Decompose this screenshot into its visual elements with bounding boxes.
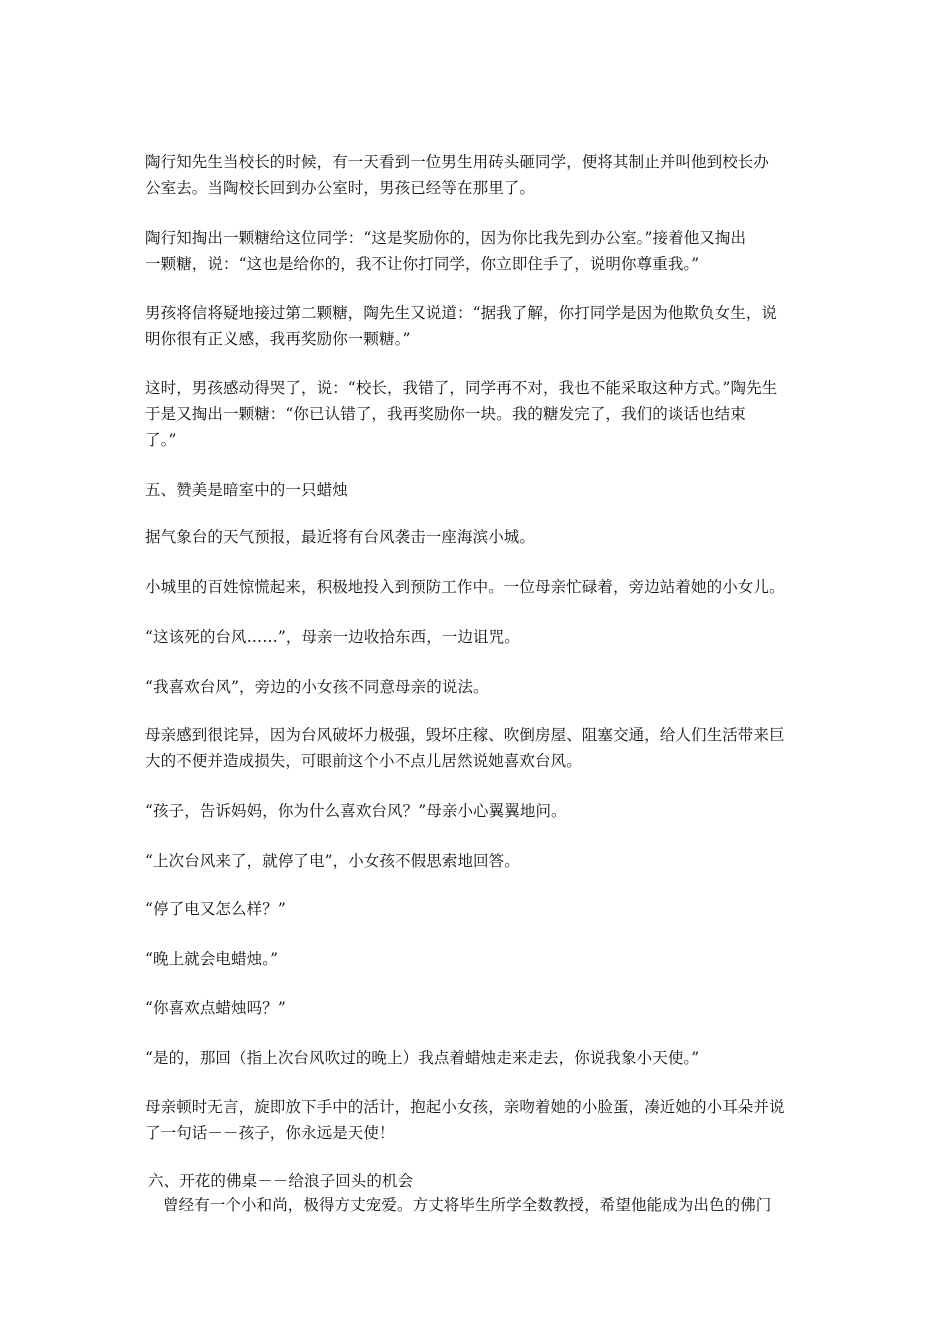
paragraph-4-line-2: 于是又掏出一颗糖：“你已认错了，我再奖励你一块。我的糖发完了，我们的谈话也结束 xyxy=(145,405,746,423)
paragraph-16-line-2: 了一句话－－孩子，你永远是天使！ xyxy=(145,1124,395,1142)
paragraph-2-line-1: 陶行知掏出一颗糖给这位同学：“这是奖励你的，因为你比我先到办公室。”接着他又掏出 xyxy=(145,229,747,247)
paragraph-13: “晚上就会电蜡烛。” xyxy=(145,950,279,968)
paragraph-4-line-1: 这时，男孩感动得哭了，说：“校长，我错了，同学再不对，我也不能采取这种方式。”陶先生 xyxy=(145,379,778,397)
paragraph-9-line-1: 母亲感到很诧异，因为台风破坏力极强，毁坏庄稼、吹倒房屋、阻塞交通，给人们生活带来巨 xyxy=(145,726,785,744)
paragraph-2-line-2: 一颗糖，说：“这也是给你的，我不让你打同学，你立即住手了，说明你尊重我。” xyxy=(145,255,700,273)
section-heading-5: 五、赞美是暗室中的一只蜡烛 xyxy=(145,481,348,499)
section-heading-6: 六、开花的佛桌－－给浪子回头的机会 xyxy=(148,1172,414,1190)
paragraph-3-line-2: 明你很有正义感，我再奖励你一颗糖。” xyxy=(145,330,411,348)
paragraph-16-line-1: 母亲顿时无言，旋即放下手中的活计，抱起小女孩，亲吻着她的小脸蛋，凑近她的小耳朵并说 xyxy=(145,1098,785,1116)
paragraph-1-line-1: 陶行知先生当校长的时候，有一天看到一位男生用砖头砸同学，便将其制止并叫他到校长办 xyxy=(145,153,770,171)
paragraph-9-line-2: 大的不便并造成损失，可眼前这个小不点儿居然说她喜欢台风。 xyxy=(145,752,582,770)
paragraph-5: 据气象台的天气预报，最近将有台风袭击一座海滨小城。 xyxy=(145,528,536,546)
paragraph-1-line-2: 公室去。当陶校长回到办公室时，男孩已经等在那里了。 xyxy=(145,179,536,197)
paragraph-11: “上次台风来了，就停了电”，小女孩不假思索地回答。 xyxy=(145,852,520,870)
paragraph-10: “孩子，告诉妈妈，你为什么喜欢台风？”母亲小心翼翼地问。 xyxy=(145,802,567,820)
paragraph-6: 小城里的百姓惊慌起来，积极地投入到预防工作中。一位母亲忙碌着，旁边站着她的小女儿。 xyxy=(145,578,785,596)
paragraph-14: “你喜欢点蜡烛吗？” xyxy=(145,999,286,1017)
paragraph-17: 曾经有一个小和尚，极得方丈宠爱。方丈将毕生所学全数教授，希望他能成为出色的佛门 xyxy=(163,1196,772,1214)
paragraph-3-line-1: 男孩将信将疑地接过第二颗糖，陶先生又说道：“据我了解，你打同学是因为他欺负女生，说 xyxy=(145,304,778,322)
paragraph-4-line-3: 了。” xyxy=(145,431,177,449)
paragraph-7: “这该死的台风……”，母亲一边收拾东西，一边诅咒。 xyxy=(145,628,520,646)
paragraph-8: “我喜欢台风”，旁边的小女孩不同意母亲的说法。 xyxy=(145,678,489,696)
paragraph-12: “停了电又怎么样？” xyxy=(145,900,286,918)
paragraph-15: “是的，那回（指上次台风吹过的晚上）我点着蜡烛走来走去，你说我象小天使。” xyxy=(145,1049,700,1067)
